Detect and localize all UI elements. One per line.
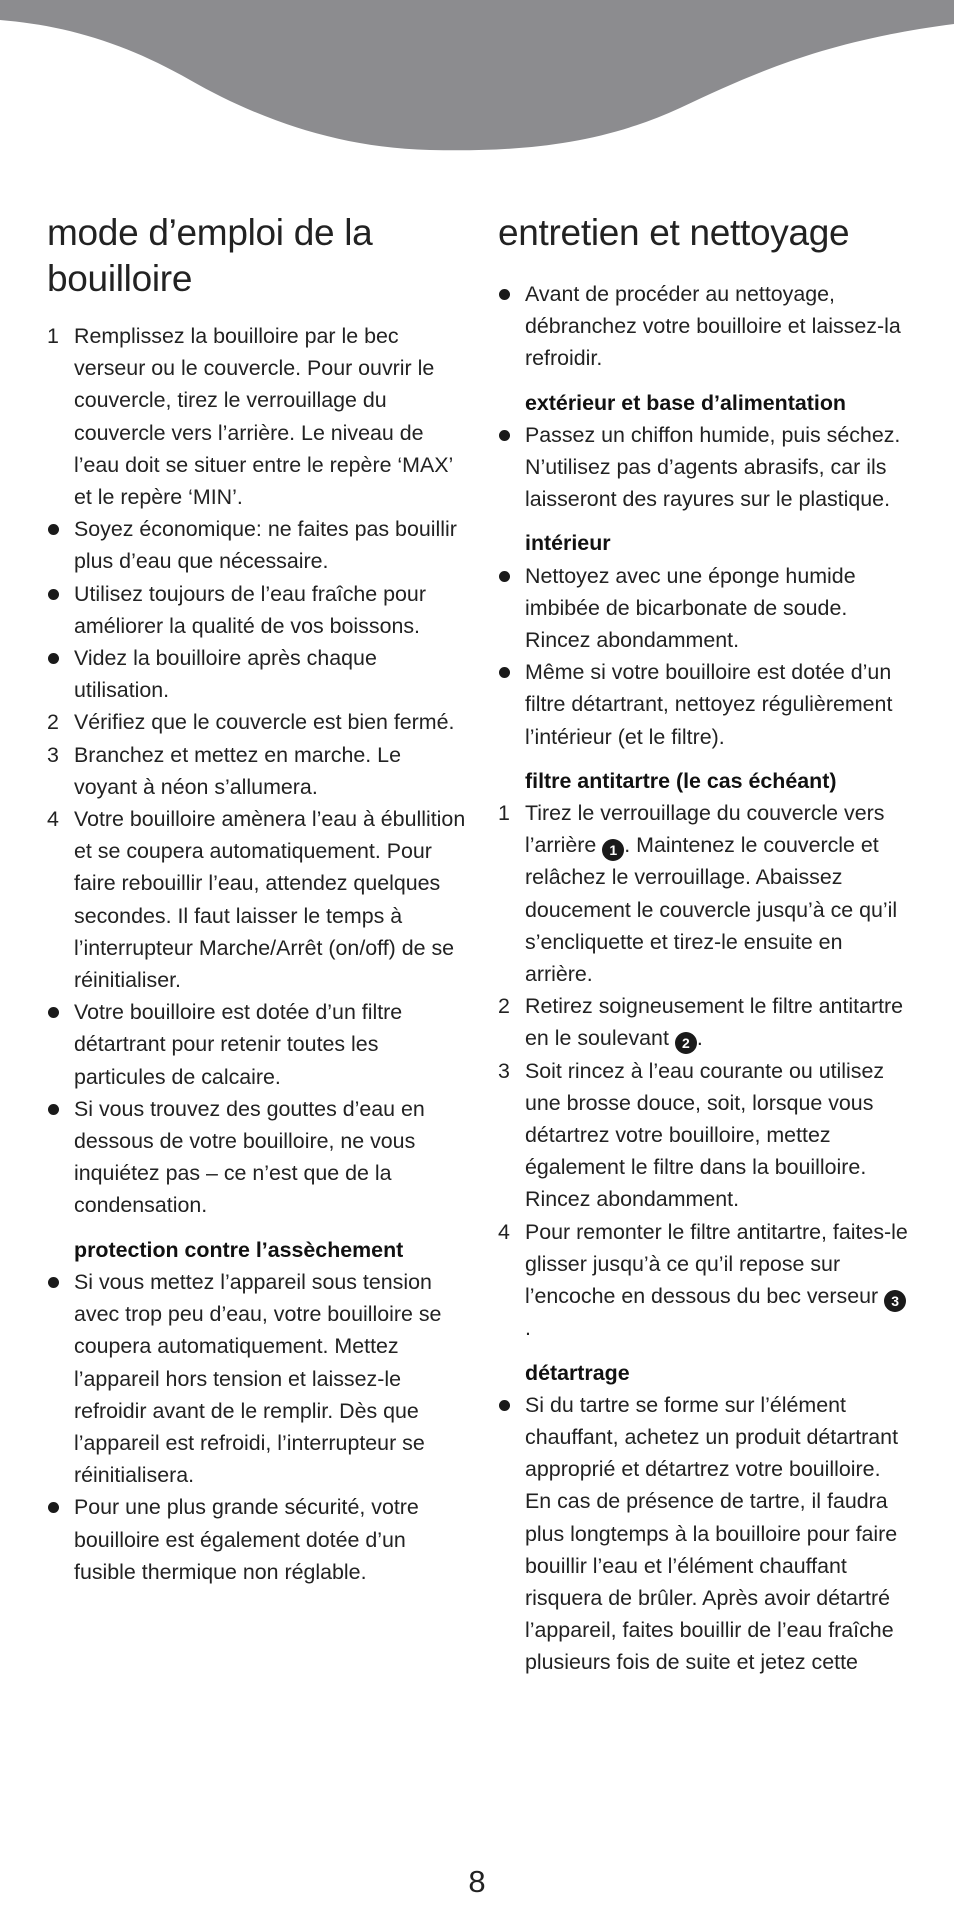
bullet-icon: [499, 289, 510, 300]
circled-number-icon: 1: [602, 839, 624, 861]
step-number: 4: [47, 807, 59, 832]
list-item: [47, 1491, 467, 1588]
right-column: [498, 210, 910, 1679]
bullet-icon: [48, 1277, 59, 1288]
item-text: Si vous trouvez des gouttes d’eau en dessous de votre bouilloire, ne vous inquiétez pas – ce n’est que de la condensation.: [74, 1096, 425, 1218]
subheading-filter: filtre antitartre (le cas échéant): [525, 768, 837, 793]
bullet-icon: [48, 1104, 59, 1115]
list-item: [498, 1389, 910, 1679]
list-item: [498, 1216, 910, 1345]
item-text: Votre bouilloire est dotée d’un filtre détartrant pour retenir toutes les particules de calcaire.: [74, 1000, 403, 1089]
step-number: 1: [498, 801, 510, 826]
list-item: [47, 1266, 467, 1491]
item-text: .: [525, 1316, 531, 1341]
item-text: Pour une plus grande sécurité, votre bouilloire est également dotée d’un fusible thermique non réglable.: [74, 1495, 419, 1584]
list-item: [498, 560, 910, 657]
item-text: .: [696, 1026, 703, 1051]
section-title-usage: mode d’emploi de la bouilloire: [47, 212, 373, 299]
list-item: [498, 419, 910, 516]
header-wave-decoration: [0, 0, 954, 160]
list-item: [47, 513, 467, 577]
subheading-descaling: détartrage: [525, 1360, 630, 1385]
bullet-icon: [499, 571, 510, 582]
item-text: Retirez soigneusement le filtre antitartre en le soulevant: [525, 994, 904, 1051]
usage-list: [47, 320, 467, 1222]
bullet-icon: [48, 1502, 59, 1513]
protection-list: [47, 1266, 467, 1588]
step-number: 3: [498, 1058, 510, 1083]
item-text: Votre bouilloire amènera l’eau à ébullition et se coupera automatiquement. Pour faire rebouillir l’eau, attendez quelques secondes. Il faut laisser le temps à l’interrupteur Marche/Arrêt (on/off) de se réinitialiser.: [74, 807, 466, 993]
item-text: Passez un chiffon humide, puis séchez. N’utilisez pas d’agents abrasifs, car ils laisseront des rayures sur le plastique.: [525, 422, 901, 512]
bullet-icon: [499, 430, 510, 441]
list-item: [498, 278, 910, 375]
left-column: [47, 210, 467, 1588]
item-text: Soyez économique: ne faites pas bouillir plus d’eau que nécessaire.: [74, 517, 457, 574]
item-text: Même si votre bouilloire est dotée d’un filtre détartrant, nettoyez régulièrement l’intérieur (et le filtre).: [525, 660, 893, 749]
subheading-interior: intérieur: [525, 531, 611, 556]
list-item: [47, 320, 467, 513]
bullet-icon: [48, 1007, 59, 1018]
list-item: [498, 1055, 910, 1216]
section-title-maintenance: entretien et nettoyage: [498, 212, 850, 253]
item-text: Nettoyez avec une éponge humide imbibée de bicarbonate de soude. Rincez abondamment.: [525, 563, 856, 653]
list-item: [47, 706, 467, 738]
item-text: Vérifiez que le couvercle est bien fermé.: [74, 710, 455, 735]
list-item: [47, 803, 467, 996]
list-item: [47, 1093, 467, 1222]
list-item: [47, 996, 467, 1093]
item-text: Remplissez la bouilloire par le bec verseur ou le couvercle. Pour ouvrir le couvercle, tirez le verrouillage du couvercle vers l’arrière. Le niveau de l’eau doit se situer entre le repère ‘MAX’ et le repère ‘MIN’.: [74, 324, 453, 510]
bullet-icon: [499, 667, 510, 678]
step-number: 2: [498, 994, 510, 1019]
item-text: Utilisez toujours de l’eau fraîche pour améliorer la qualité de vos boissons.: [74, 581, 426, 638]
subheading-protection: protection contre l’assèchement: [74, 1237, 404, 1262]
item-text: Si vous mettez l’appareil sous tension avec trop peu d’eau, votre bouilloire se coupera automatiquement. Mettez l’appareil hors tension et laissez-le refroidir avant de le remplir. Dès que l’appareil est refroidi, l’interrupteur se réinitialisera.: [74, 1269, 442, 1488]
item-text: Tirez le verrouillage du couvercle vers l’arrière: [525, 801, 885, 858]
list-item: [498, 797, 910, 990]
bullet-icon: [48, 524, 59, 535]
step-number: 4: [498, 1219, 510, 1244]
item-text: Branchez et mettez en marche. Le voyant à néon s’allumera.: [74, 742, 401, 799]
step-number: 1: [47, 324, 59, 348]
item-text: Si du tartre se forme sur l’élément chauffant, achetez un produit détartrant approprié et détartrez votre bouilloire. En cas de présence de tartre, il faudra plus longtemps à la bouilloire pour faire bouillir l’eau et l’élément chauffant risquera de brûler. Après avoir détartré l’appareil, faites bouillir de l’eau fraîche plusieurs fois de suite et jetez cette: [525, 1392, 899, 1675]
bullet-icon: [499, 1400, 510, 1411]
page-number: 8: [468, 1864, 486, 1899]
item-text: Avant de procéder au nettoyage, débranchez votre bouilloire et laissez-la refroidir.: [525, 282, 901, 371]
item-text: Soit rincez à l’eau courante ou utilisez une brosse douce, soit, lorsque vous détartrez votre bouilloire, mettez également le filtre dans la bouilloire. Rincez abondamment.: [525, 1058, 885, 1212]
circled-number-icon: 2: [675, 1032, 697, 1054]
subheading-exterior: extérieur et base d’alimentation: [525, 390, 846, 415]
item-text: . Maintenez le couvercle et relâchez le verrouillage. Abaissez doucement le couvercle jusqu’à ce qu’il s’encliquette et tirez-le ensuite en arrière.: [525, 833, 898, 987]
bullet-icon: [48, 653, 59, 664]
circled-number-icon: 3: [884, 1290, 906, 1312]
item-text: Videz la bouilloire après chaque utilisation.: [74, 646, 377, 703]
item-text: Pour remonter le filtre antitartre, faites-le glisser jusqu’à ce qu’il repose sur l’encoche en dessous du bec verseur: [525, 1219, 908, 1309]
bullet-icon: [48, 589, 59, 600]
list-item: [498, 656, 910, 753]
step-number: 2: [47, 710, 59, 735]
list-item: [47, 578, 467, 642]
list-item: [498, 990, 910, 1054]
list-item: [47, 642, 467, 706]
step-number: 3: [47, 742, 59, 767]
list-item: [47, 739, 467, 803]
